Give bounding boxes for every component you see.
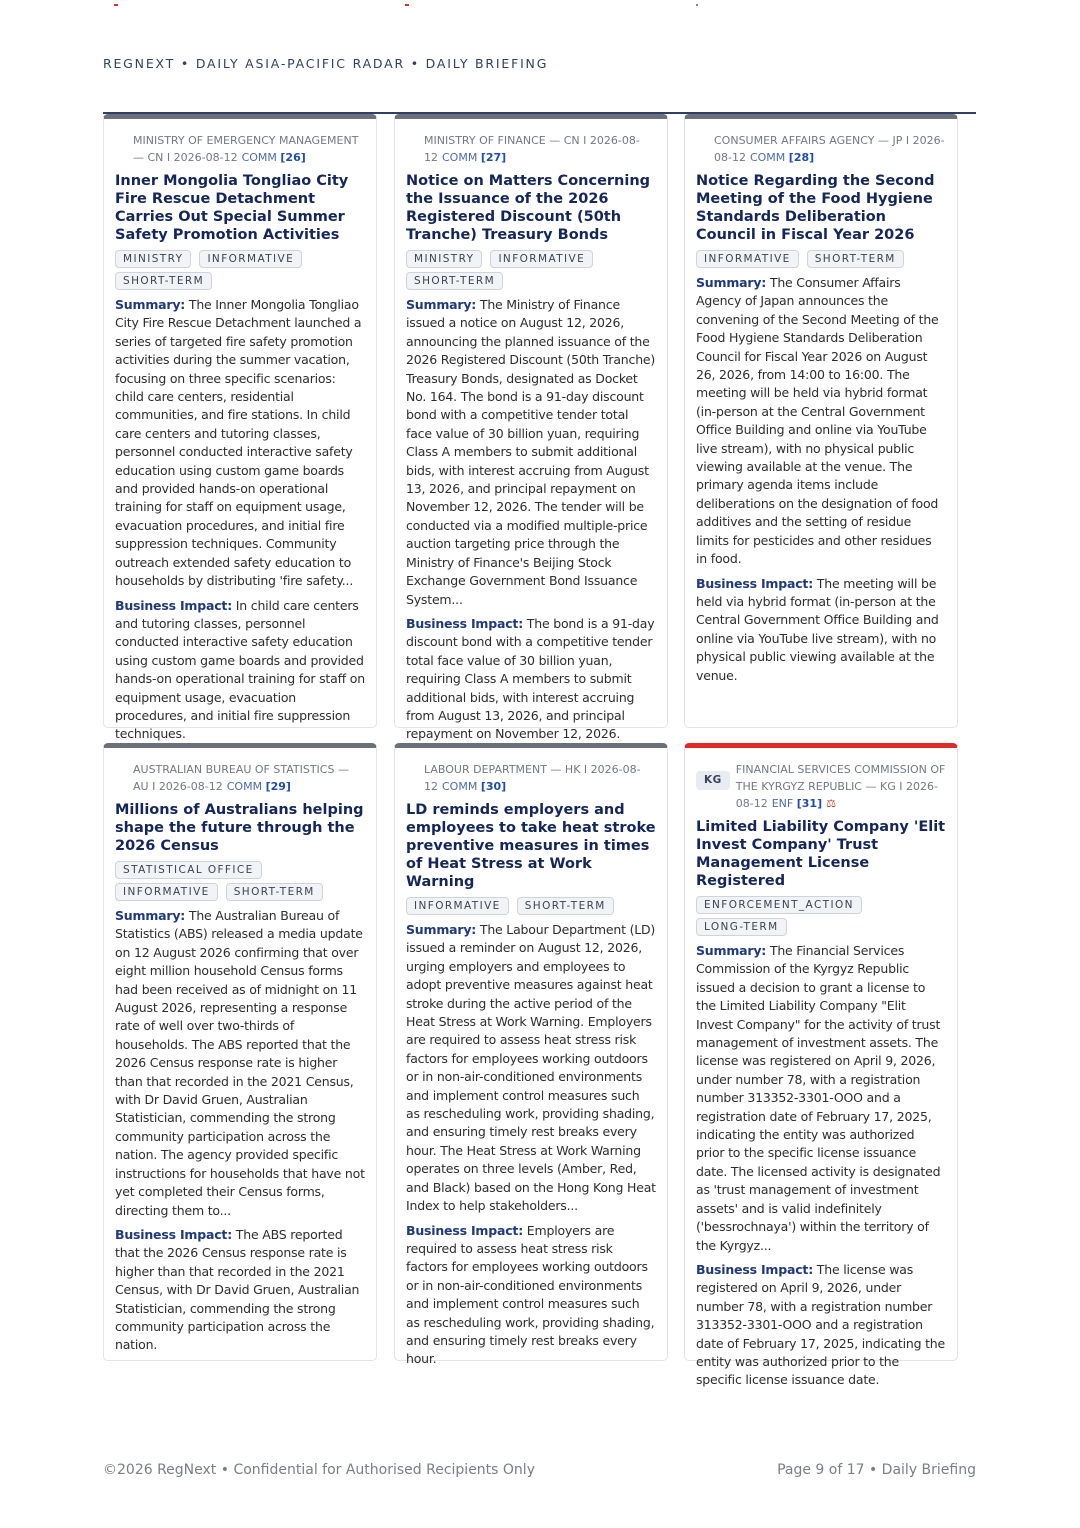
impact-text: Employers are required to assess heat stress risk factors for employees working outdoors or in non-air-conditioned environments and implement control measures such as rescheduling work, providing shading, and ensuring timely rest breaks every hour. (406, 1222, 655, 1367)
summary-text: The Labour Department (LD) issued a reminder on August 12, 2026, urging employers and employees to adopt preventive measures against heat stroke during the active period of the Heat Stress at Work Warning. Employers are required to assess heat stress risk factors for employees working outdoors or in non-air-conditioned environments and implement control measures such as rescheduling work, providing shading, and ensuring timely rest breaks every hour. The Heat Stress at Work Warning operates on three levels (Amber, Red, and Black) based on the Hong Kong Heat Index to help stakeholders... (406, 922, 656, 1214)
summary-label: Summary: (406, 922, 477, 937)
tag: INFORMATIVE (406, 897, 509, 915)
top-mark (405, 4, 409, 6)
card-reference[interactable]: [30] (480, 780, 507, 793)
summary-text: The Consumer Affairs Agency of Japan announces the convening of the Second Meeting of the Food Hygiene Standards Deliberation Council for Fiscal Year 2026 on August 26, 2026, from 14:00 to 16:00. The meeting will be held via hybrid format (in-person at the Central Government Office Building and online via YouTube live stream), with no physical public viewing available at the venue. The primary agenda items include deliberations on the designation of food additives and the setting of residue limits for pesticides and other residues in food. (696, 275, 939, 567)
summary-label: Summary: (696, 943, 767, 958)
impact-label: Business Impact: (406, 1222, 524, 1238)
card-meta (115, 761, 365, 795)
tag: INFORMATIVE (490, 250, 593, 268)
impact-label: Business Impact: (115, 1226, 233, 1242)
card-reference[interactable]: [29] (265, 780, 291, 793)
card-reference[interactable]: [31] (796, 797, 823, 810)
card-impact (406, 1222, 656, 1369)
card-tags (696, 250, 946, 268)
card-kind: COMM (749, 151, 786, 164)
card-impact (406, 615, 656, 744)
card-meta (406, 132, 656, 166)
briefing-card (394, 114, 668, 742)
card-reference[interactable]: [28] (788, 151, 815, 164)
card-kind: COMM (442, 151, 478, 164)
card-tags (115, 861, 365, 901)
card-source: CONSUMER AFFAIRS AGENCY — JP I 2026-08-12 (714, 134, 945, 164)
impact-label: Business Impact: (115, 597, 233, 613)
card-source: AUSTRALIAN BUREAU OF STATISTICS — AU I 2026-08-12 (133, 763, 349, 793)
card-kind: ENF (771, 797, 794, 810)
tag: INFORMATIVE (199, 250, 302, 268)
card-impact (115, 597, 365, 744)
tag: STATISTICAL OFFICE (115, 861, 262, 879)
card-kind: COMM (241, 151, 277, 164)
card-summary (696, 942, 946, 1255)
page-header: REGNEXT • DAILY ASIA-PACIFIC RADAR • DAILY BRIEFING (103, 56, 549, 71)
card-meta (115, 132, 365, 166)
card-impact (696, 1261, 946, 1390)
card-source: MINISTRY OF EMERGENCY MANAGEMENT — CN I 2026-08-12 (133, 134, 359, 164)
card-title[interactable]: Limited Liability Company 'Elit Invest Company' Trust Management License Registered (696, 819, 946, 889)
tag: INFORMATIVE (696, 250, 799, 268)
scale-icon: ⚖ (826, 797, 836, 810)
summary-label: Summary: (115, 297, 186, 312)
card-tags (406, 897, 656, 915)
tag: MINISTRY (406, 250, 482, 268)
card-tags (406, 250, 656, 290)
briefing-card (103, 114, 377, 742)
card-meta (406, 761, 656, 795)
card-summary (406, 296, 656, 609)
impact-text: In child care centers and tutoring classes, personnel conducted interactive safety education using custom game boards and provided hands-on operational training for staff on equipment usage, evacuation procedures, and initial fire suppression techniques. (115, 597, 365, 742)
briefing-card (394, 743, 668, 1367)
footer-left: ©2026 RegNext • Confidential for Authorised Recipients Only (103, 1462, 535, 1478)
tag: SHORT-TERM (807, 250, 904, 268)
country-badge: KG (696, 771, 730, 790)
card-summary (696, 274, 946, 569)
card-meta (696, 132, 946, 166)
card-title[interactable]: Notice on Matters Concerning the Issuance of the 2026 Registered Discount (50th Tranche) Treasury Bonds (406, 173, 651, 243)
card-tags (696, 896, 946, 936)
card-summary (115, 296, 365, 591)
summary-text: The Financial Services Commission of the Kyrgyz Republic issued a decision to grant a license to the Limited Liability Company "Elit Invest Company" for the activity of trust management of investment assets. The license was registered on April 9, 2026, under number 78, with a registration number 313352-3301-OOO and a registration date of February 17, 2025, indicating the entity was authorized prior to the specific license issuance date. The licensed activity is designated as 'trust management of investment assets' and is valid indefinitely ('bessrochnaya') within the territory of the Kyrgyz... (696, 943, 941, 1253)
summary-text: The Ministry of Finance issued a notice on August 12, 2026, announcing the planned issuance of the 2026 Registered Discount (50th Tranche) Treasury Bonds, designated as Docket No. 164. The bond is a 91-day discount bond with a competitive tender total face value of 30 billion yuan, requiring Class A members to submit additional bids, with interest accruing from August 13, 2026, and principal repayment on November 12, 2026. The tender will be conducted via a modified multiple-price auction targeting price through the Ministry of Finance's Beijing Stock Exchange Government Bond Issuance System... (406, 297, 656, 607)
card-summary (115, 907, 365, 1220)
summary-label: Summary: (115, 908, 186, 923)
summary-text: The Australian Bureau of Statistics (ABS) released a media update on 12 August 2026 confirming that over eight million household Census forms had been received as of midnight on 11 August 2026, representing a response rate of well over two-thirds of households. The ABS reported that the 2026 Census response rate is higher than that recorded in the 2021 Census, with Dr David Gruen, Australian Statistician, commending the strong community participation across the nation. The agency provided specific instructions for households that have not yet completed their Census forms, directing them to... (115, 908, 365, 1218)
tag: SHORT-TERM (226, 883, 323, 901)
top-mark (114, 4, 118, 6)
card-title[interactable]: LD reminds employers and employees to take heat stroke preventive measures in times of Heat Stress at Work Warning (406, 802, 656, 890)
card-summary (406, 921, 656, 1216)
card-reference[interactable]: [27] (480, 151, 507, 164)
footer-right: Page 9 of 17 • Daily Briefing (777, 1462, 976, 1478)
impact-label: Business Impact: (696, 1261, 814, 1277)
tag: INFORMATIVE (115, 883, 218, 901)
tag: SHORT-TERM (406, 272, 503, 290)
tag: MINISTRY (115, 250, 191, 268)
card-tags (115, 250, 365, 290)
tag: LONG-TERM (696, 918, 787, 936)
card-title[interactable]: Inner Mongolia Tongliao City Fire Rescue Detachment Carries Out Special Summer Safety Promotion Activities (115, 173, 349, 243)
card-source: LABOUR DEPARTMENT — HK I 2026-08-12 (424, 763, 641, 793)
card-reference[interactable]: [26] (280, 151, 306, 164)
card-source: MINISTRY OF FINANCE — CN I 2026-08-12 (424, 134, 640, 164)
card-kind: COMM (226, 780, 263, 793)
impact-label: Business Impact: (406, 615, 524, 631)
top-mark (696, 4, 698, 6)
card-meta (696, 761, 946, 812)
impact-text: The ABS reported that the 2026 Census response rate is higher than that recorded in the 2021 Census, with Dr David Gruen, Australian Statistician, commending the strong community participation across the nation. (115, 1226, 360, 1353)
impact-text: The bond is a 91-day discount bond with a competitive tender total face value of 30 billion yuan, requiring Class A members to submit additional bids, with interest accruing from August 13, 2026, and principal repayment on November 12, 2026. (406, 615, 655, 742)
card-impact (115, 1226, 365, 1355)
card-title[interactable]: Millions of Australians helping shape the future through the 2026 Census (115, 802, 364, 854)
impact-label: Business Impact: (696, 575, 814, 591)
tag: SHORT-TERM (115, 272, 212, 290)
card-kind: COMM (442, 780, 478, 793)
summary-label: Summary: (406, 297, 477, 312)
summary-label: Summary: (696, 275, 767, 290)
impact-text: The meeting will be held via hybrid format (in-person at the Central Government Office Building and online via YouTube live stream), with no physical public viewing available at the venue. (696, 575, 939, 683)
card-title[interactable]: Notice Regarding the Second Meeting of the Food Hygiene Standards Deliberation Council in Fiscal Year 2026 (696, 173, 935, 243)
briefing-card-enforcement (684, 743, 958, 1388)
impact-text: The license was registered on April 9, 2026, under number 78, with a registration number 313352-3301-OOO and a registration date of February 17, 2025, indicating the entity was authorized prior to the specific license issuance date. (696, 1261, 946, 1388)
card-source: FINANCIAL SERVICES COMMISSION OF THE KYRGYZ REPUBLIC — KG I 2026-08-12 (735, 763, 946, 810)
tag: SHORT-TERM (517, 897, 614, 915)
tag: ENFORCEMENT_ACTION (696, 896, 862, 914)
summary-text: The Inner Mongolia Tongliao City Fire Rescue Detachment launched a series of targeted fire safety promotion activities during the summer vacation, focusing on three specific scenarios: child care centers, residential communities, and fire stations. In child care centers and tutoring classes, personnel conducted interactive safety education using custom game boards and provided hands-on operational training for staff on equipment usage, evacuation procedures, and initial fire suppression techniques. Community outreach extended safety education to households by distributing 'fire safety... (115, 297, 362, 589)
briefing-card (684, 114, 958, 728)
card-impact (696, 575, 946, 685)
briefing-card (103, 743, 377, 1361)
